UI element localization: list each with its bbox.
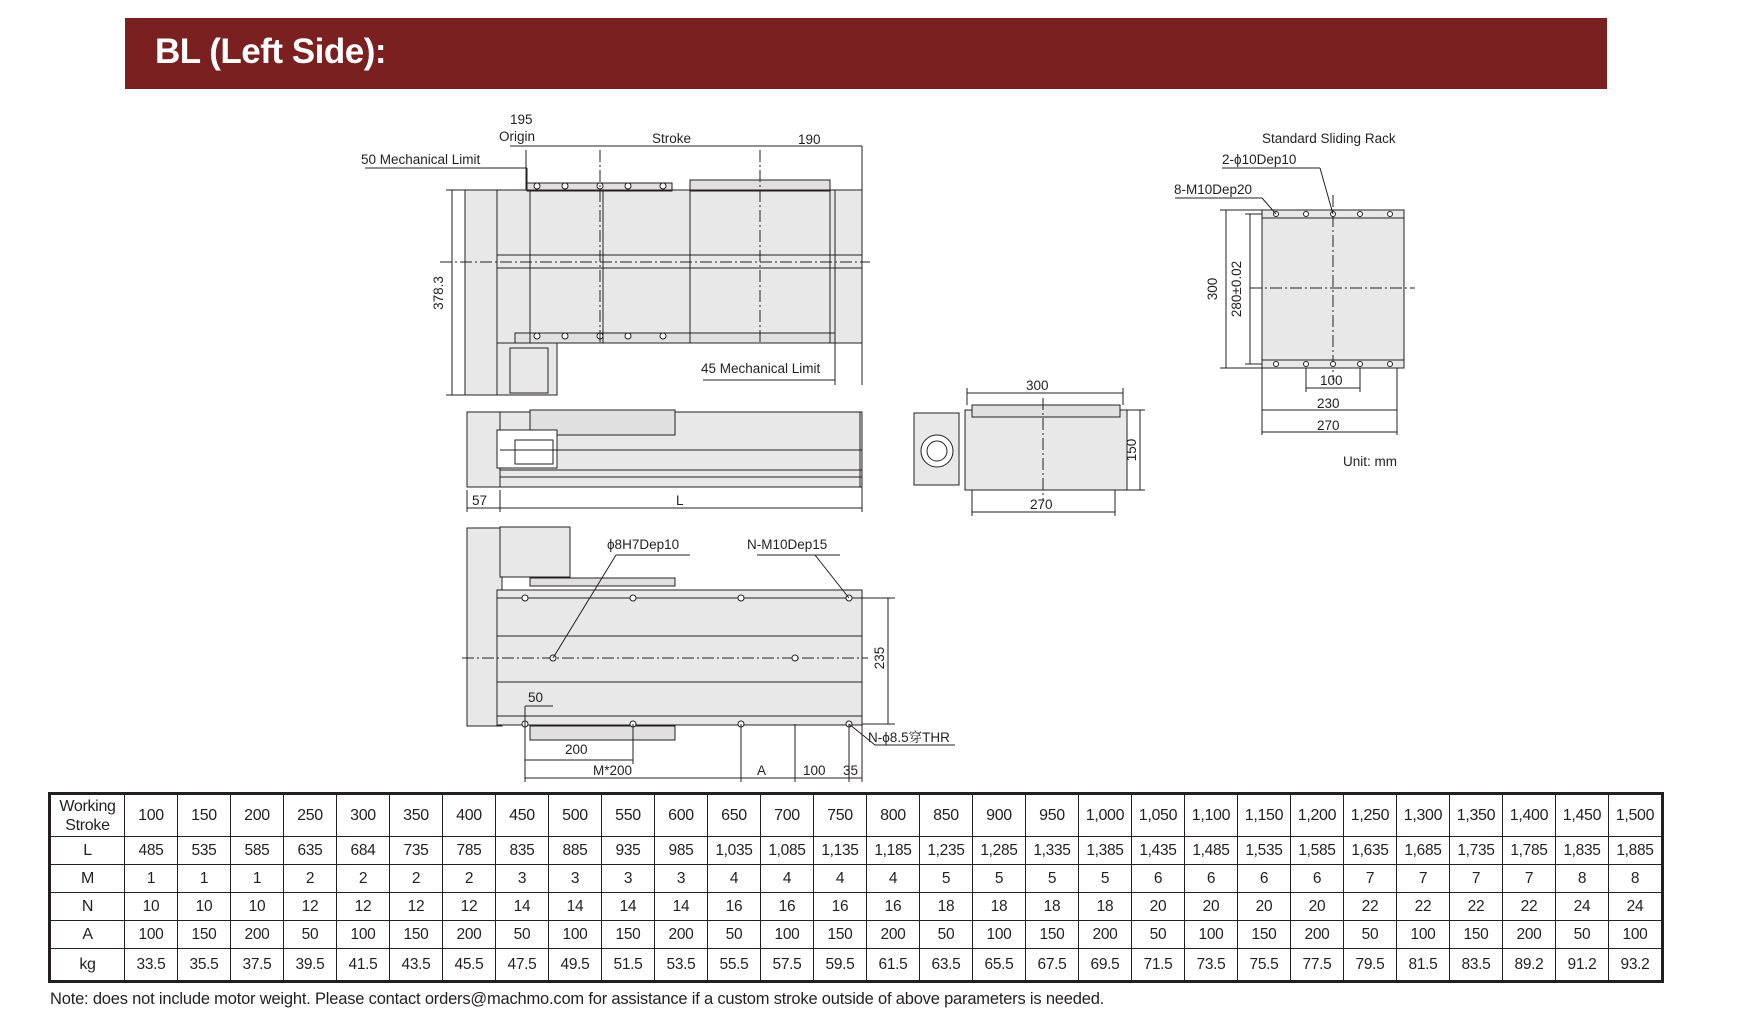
end-dim-150-label: 150 bbox=[1124, 438, 1139, 462]
table-cell: 1,685 bbox=[1397, 837, 1450, 865]
table-cell: 53.5 bbox=[655, 949, 708, 982]
table-cell: 6 bbox=[1132, 865, 1185, 893]
table-cell: 5 bbox=[920, 865, 973, 893]
table-cell: 37.5 bbox=[231, 949, 284, 982]
table-cell: 3 bbox=[549, 865, 602, 893]
bottom-dim-200-label: 200 bbox=[565, 742, 588, 757]
row-header: Working Stroke bbox=[50, 794, 125, 837]
row-header: M bbox=[50, 865, 125, 893]
table-cell: 1,835 bbox=[1556, 837, 1609, 865]
table-cell: 1,335 bbox=[1026, 837, 1079, 865]
table-cell: 550 bbox=[602, 794, 655, 837]
table-cell: 4 bbox=[814, 865, 867, 893]
table-cell: 885 bbox=[549, 837, 602, 865]
table-cell: 16 bbox=[708, 893, 761, 921]
table-cell: 12 bbox=[284, 893, 337, 921]
table-cell: 1,200 bbox=[1291, 794, 1344, 837]
table-cell: 6 bbox=[1291, 865, 1344, 893]
rack-hole-callout: 2-ϕ10Dep10 bbox=[1222, 152, 1297, 167]
footnote: Note: does not include motor weight. Please contact orders@machmo.com for assistance if a custom stroke outside of above parameters is needed. bbox=[50, 990, 1105, 1008]
top-view bbox=[365, 146, 870, 395]
table-cell: 1,785 bbox=[1503, 837, 1556, 865]
table-cell: 89.2 bbox=[1503, 949, 1556, 982]
table-cell: 18 bbox=[973, 893, 1026, 921]
table-cell: 1,085 bbox=[761, 837, 814, 865]
table-cell: 73.5 bbox=[1185, 949, 1238, 982]
table-cell: 900 bbox=[973, 794, 1026, 837]
table-cell: 1 bbox=[178, 865, 231, 893]
table-cell: 200 bbox=[1291, 921, 1344, 949]
table-cell: 14 bbox=[496, 893, 549, 921]
table-cell: 1,885 bbox=[1609, 837, 1663, 865]
table-cell: 150 bbox=[1026, 921, 1079, 949]
table-cell: 91.2 bbox=[1556, 949, 1609, 982]
table-cell: 100 bbox=[549, 921, 602, 949]
bottom-dim-100-label: 100 bbox=[803, 763, 826, 778]
table-cell: 3 bbox=[496, 865, 549, 893]
table-cell: 950 bbox=[1026, 794, 1079, 837]
table-cell: 16 bbox=[867, 893, 920, 921]
table-cell: 14 bbox=[602, 893, 655, 921]
rack-view bbox=[1175, 168, 1415, 435]
table-cell: 14 bbox=[655, 893, 708, 921]
table-cell: 735 bbox=[390, 837, 443, 865]
table-cell: 150 bbox=[814, 921, 867, 949]
table-cell: 985 bbox=[655, 837, 708, 865]
table-cell: 1,250 bbox=[1344, 794, 1397, 837]
bottom-thread-callout: N-M10Dep15 bbox=[747, 537, 828, 552]
table-cell: 585 bbox=[231, 837, 284, 865]
table-cell: 8 bbox=[1556, 865, 1609, 893]
rack-thread-callout: 8-M10Dep20 bbox=[1174, 182, 1253, 197]
table-row bbox=[50, 921, 1663, 949]
table-cell: 2 bbox=[284, 865, 337, 893]
table-cell: 200 bbox=[1079, 921, 1132, 949]
table-cell: 350 bbox=[390, 794, 443, 837]
table-cell: 1,300 bbox=[1397, 794, 1450, 837]
table-cell: 100 bbox=[337, 921, 390, 949]
table-cell: 3 bbox=[655, 865, 708, 893]
table-cell: 785 bbox=[443, 837, 496, 865]
table-cell: 750 bbox=[814, 794, 867, 837]
table-cell: 50 bbox=[1556, 921, 1609, 949]
table-cell: 8 bbox=[1609, 865, 1663, 893]
table-cell: 700 bbox=[761, 794, 814, 837]
table-cell: 43.5 bbox=[390, 949, 443, 982]
table-cell: 600 bbox=[655, 794, 708, 837]
table-cell: 200 bbox=[1503, 921, 1556, 949]
dim-195-label: 195 bbox=[510, 112, 533, 127]
table-row bbox=[50, 794, 1663, 837]
pin-callout: ϕ8H7Dep10 bbox=[607, 537, 680, 552]
rack-dim-270-label: 270 bbox=[1317, 418, 1340, 433]
table-cell: 50 bbox=[920, 921, 973, 949]
side-view bbox=[467, 410, 862, 512]
table-cell: 850 bbox=[920, 794, 973, 837]
table-cell: 100 bbox=[973, 921, 1026, 949]
table-cell: 1,450 bbox=[1556, 794, 1609, 837]
table-cell: 4 bbox=[708, 865, 761, 893]
table-cell: 1,635 bbox=[1344, 837, 1397, 865]
table-cell: 485 bbox=[125, 837, 178, 865]
table-cell: 1,285 bbox=[973, 837, 1026, 865]
table-cell: 16 bbox=[814, 893, 867, 921]
bottom-dim-235-label: 235 bbox=[872, 646, 887, 670]
table-cell: 2 bbox=[337, 865, 390, 893]
table-cell: 200 bbox=[231, 794, 284, 837]
end-dim-300-label: 300 bbox=[1026, 378, 1049, 393]
table-cell: 16 bbox=[761, 893, 814, 921]
table-cell: 1,385 bbox=[1079, 837, 1132, 865]
row-header: kg bbox=[50, 949, 125, 982]
table-cell: 935 bbox=[602, 837, 655, 865]
table-cell: 35.5 bbox=[178, 949, 231, 982]
end-dim-270-label: 270 bbox=[1030, 497, 1053, 512]
table-cell: 39.5 bbox=[284, 949, 337, 982]
mech-limit-50-label: 50 Mechanical Limit bbox=[361, 152, 481, 167]
table-cell: 67.5 bbox=[1026, 949, 1079, 982]
table-row bbox=[50, 949, 1663, 982]
row-header: A bbox=[50, 921, 125, 949]
table-cell: 1,500 bbox=[1609, 794, 1663, 837]
table-cell: 5 bbox=[1026, 865, 1079, 893]
table-cell: 24 bbox=[1556, 893, 1609, 921]
table-cell: 50 bbox=[708, 921, 761, 949]
table-cell: 500 bbox=[549, 794, 602, 837]
table-cell: 100 bbox=[1185, 921, 1238, 949]
table-cell: 800 bbox=[867, 794, 920, 837]
bottom-dim-35-label: 35 bbox=[843, 763, 859, 778]
table-cell: 50 bbox=[284, 921, 337, 949]
table-cell: 1,735 bbox=[1450, 837, 1503, 865]
table-cell: 1,035 bbox=[708, 837, 761, 865]
row-header: L bbox=[50, 837, 125, 865]
table-cell: 100 bbox=[125, 921, 178, 949]
table-cell: 50 bbox=[1132, 921, 1185, 949]
table-cell: 1,535 bbox=[1238, 837, 1291, 865]
table-cell: 7 bbox=[1397, 865, 1450, 893]
origin-label: Origin bbox=[499, 129, 536, 144]
table-cell: 59.5 bbox=[814, 949, 867, 982]
table-cell: 1,185 bbox=[867, 837, 920, 865]
table-cell: 77.5 bbox=[1291, 949, 1344, 982]
table-cell: 47.5 bbox=[496, 949, 549, 982]
table-cell: 7 bbox=[1503, 865, 1556, 893]
table-cell: 14 bbox=[549, 893, 602, 921]
table-cell: 1,135 bbox=[814, 837, 867, 865]
rack-title: Standard Sliding Rack bbox=[1262, 131, 1396, 146]
table-cell: 650 bbox=[708, 794, 761, 837]
table-cell: 150 bbox=[178, 921, 231, 949]
dim-190-label: 190 bbox=[798, 132, 821, 147]
dim-57-label: 57 bbox=[472, 493, 488, 508]
bottom-dim-A-label: A bbox=[757, 763, 767, 778]
table-cell: 1,585 bbox=[1291, 837, 1344, 865]
table-cell: 1,150 bbox=[1238, 794, 1291, 837]
rack-dim-230-label: 230 bbox=[1317, 396, 1340, 411]
dim-378-label: 378.3 bbox=[431, 276, 446, 310]
table-cell: 69.5 bbox=[1079, 949, 1132, 982]
table-cell: 5 bbox=[1079, 865, 1132, 893]
table-cell: 18 bbox=[1026, 893, 1079, 921]
table-cell: 4 bbox=[867, 865, 920, 893]
table-cell: 55.5 bbox=[708, 949, 761, 982]
table-cell: 150 bbox=[602, 921, 655, 949]
table-cell: 93.2 bbox=[1609, 949, 1663, 982]
table-cell: 150 bbox=[178, 794, 231, 837]
table-cell: 22 bbox=[1344, 893, 1397, 921]
table-cell: 100 bbox=[1609, 921, 1663, 949]
table-cell: 65.5 bbox=[973, 949, 1026, 982]
row-header: N bbox=[50, 893, 125, 921]
bottom-dim-50-label: 50 bbox=[528, 690, 544, 705]
table-cell: 200 bbox=[231, 921, 284, 949]
table-cell: 22 bbox=[1503, 893, 1556, 921]
table-cell: 75.5 bbox=[1238, 949, 1291, 982]
table-cell: 24 bbox=[1609, 893, 1663, 921]
table-cell: 81.5 bbox=[1397, 949, 1450, 982]
table-cell: 61.5 bbox=[867, 949, 920, 982]
table-cell: 50 bbox=[1344, 921, 1397, 949]
table-cell: 71.5 bbox=[1132, 949, 1185, 982]
table-cell: 150 bbox=[1238, 921, 1291, 949]
table-cell: 22 bbox=[1450, 893, 1503, 921]
table-cell: 22 bbox=[1397, 893, 1450, 921]
table-cell: 1,485 bbox=[1185, 837, 1238, 865]
table-cell: 300 bbox=[337, 794, 390, 837]
table-cell: 49.5 bbox=[549, 949, 602, 982]
table-row bbox=[50, 865, 1663, 893]
table-cell: 20 bbox=[1185, 893, 1238, 921]
table-cell: 6 bbox=[1185, 865, 1238, 893]
table-cell: 10 bbox=[231, 893, 284, 921]
table-cell: 41.5 bbox=[337, 949, 390, 982]
thru-callout: N-ϕ8.5穿THR bbox=[868, 730, 950, 745]
rack-dim-100-label: 100 bbox=[1320, 373, 1343, 388]
table-cell: 1,400 bbox=[1503, 794, 1556, 837]
table-cell: 10 bbox=[178, 893, 231, 921]
table-cell: 12 bbox=[390, 893, 443, 921]
table-cell: 535 bbox=[178, 837, 231, 865]
table-cell: 1,235 bbox=[920, 837, 973, 865]
table-cell: 79.5 bbox=[1344, 949, 1397, 982]
table-cell: 684 bbox=[337, 837, 390, 865]
table-cell: 33.5 bbox=[125, 949, 178, 982]
table-cell: 200 bbox=[443, 921, 496, 949]
table-cell: 5 bbox=[973, 865, 1026, 893]
table-cell: 7 bbox=[1450, 865, 1503, 893]
table-cell: 835 bbox=[496, 837, 549, 865]
table-cell: 1 bbox=[125, 865, 178, 893]
table-cell: 1,050 bbox=[1132, 794, 1185, 837]
table-cell: 2 bbox=[443, 865, 496, 893]
table-cell: 51.5 bbox=[602, 949, 655, 982]
table-cell: 12 bbox=[337, 893, 390, 921]
table-cell: 10 bbox=[125, 893, 178, 921]
bottom-dim-m200-label: M*200 bbox=[593, 763, 633, 778]
table-cell: 12 bbox=[443, 893, 496, 921]
table-cell: 57.5 bbox=[761, 949, 814, 982]
mech-limit-45-label: 45 Mechanical Limit bbox=[701, 361, 821, 376]
table-cell: 18 bbox=[1079, 893, 1132, 921]
stroke-spec-table bbox=[48, 792, 1664, 983]
rack-dim-280-label: 280±0.02 bbox=[1229, 260, 1244, 318]
table-cell: 100 bbox=[761, 921, 814, 949]
table-cell: 83.5 bbox=[1450, 949, 1503, 982]
table-cell: 7 bbox=[1344, 865, 1397, 893]
table-cell: 20 bbox=[1132, 893, 1185, 921]
table-cell: 20 bbox=[1291, 893, 1344, 921]
table-row bbox=[50, 837, 1663, 865]
table-cell: 635 bbox=[284, 837, 337, 865]
unit-label: Unit: mm bbox=[1343, 454, 1397, 469]
table-row bbox=[50, 893, 1663, 921]
section-title: BL (Left Side): bbox=[155, 32, 387, 71]
table-cell: 450 bbox=[496, 794, 549, 837]
table-cell: 400 bbox=[443, 794, 496, 837]
table-cell: 100 bbox=[1397, 921, 1450, 949]
table-cell: 200 bbox=[867, 921, 920, 949]
table-cell: 63.5 bbox=[920, 949, 973, 982]
table-cell: 100 bbox=[125, 794, 178, 837]
stroke-label: Stroke bbox=[652, 131, 692, 146]
table-cell: 250 bbox=[284, 794, 337, 837]
table-cell: 3 bbox=[602, 865, 655, 893]
rack-dim-300-label: 300 bbox=[1205, 277, 1220, 301]
table-cell: 200 bbox=[655, 921, 708, 949]
table-cell: 1,435 bbox=[1132, 837, 1185, 865]
table-cell: 4 bbox=[761, 865, 814, 893]
table-cell: 45.5 bbox=[443, 949, 496, 982]
table-cell: 1,350 bbox=[1450, 794, 1503, 837]
table-cell: 50 bbox=[496, 921, 549, 949]
table-cell: 150 bbox=[1450, 921, 1503, 949]
table-cell: 20 bbox=[1238, 893, 1291, 921]
table-cell: 1 bbox=[231, 865, 284, 893]
table-cell: 2 bbox=[390, 865, 443, 893]
table-cell: 150 bbox=[390, 921, 443, 949]
table-cell: 6 bbox=[1238, 865, 1291, 893]
dim-L-label: L bbox=[676, 493, 684, 508]
table-cell: 1,100 bbox=[1185, 794, 1238, 837]
table-cell: 18 bbox=[920, 893, 973, 921]
table-cell: 1,000 bbox=[1079, 794, 1132, 837]
